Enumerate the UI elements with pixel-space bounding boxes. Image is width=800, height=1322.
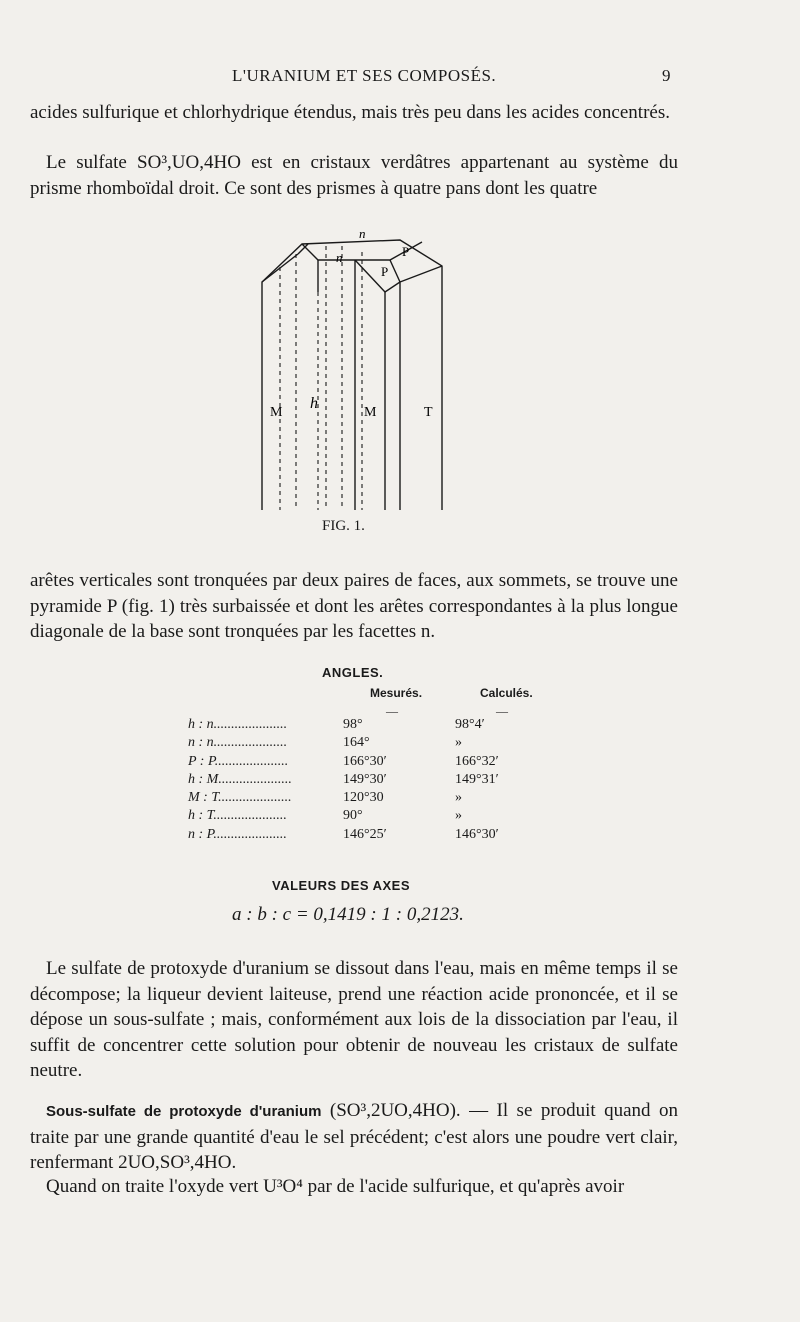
angle-measured: 164° <box>343 735 370 751</box>
label-h-face: h <box>310 395 318 412</box>
angle-measured: 90° <box>343 808 363 824</box>
table-row <box>188 807 545 825</box>
col-calculated-header: Calculés. <box>480 686 533 700</box>
section-heading-sous-sulfate: Sous-sulfate de protoxyde d'uranium <box>46 1103 322 1120</box>
table-row <box>188 716 545 734</box>
paragraph-4: Le sulfate de protoxyde d'uranium se dissout dans l'eau, mais en même temps il se décompose; la liqueur devient laiteuse, prend une réaction acide prononcée, et il se dépose un sous-sulfate ; mais, conformément aux lois de la dissociation par l'eau, il suffit de concentrer cette solution pour obtenir de nouveau les cristaux de sulfate neutre. <box>30 958 678 1081</box>
label-P-small: P <box>402 244 410 259</box>
col-calculated-dash: — <box>496 704 508 718</box>
angles-table <box>188 716 545 844</box>
paragraph-5 <box>30 1098 678 1176</box>
axes-title: VALEURS DES AXES <box>272 878 411 893</box>
figure-caption: FIG. 1. <box>322 518 365 534</box>
paragraph-6: Quand on traite l'oxyde vert U³O⁴ par de l'acide sulfurique, et qu'après avoir <box>46 1176 625 1197</box>
angle-measured: 166°30′ <box>343 753 387 769</box>
angle-label: h : n..................... <box>188 717 288 732</box>
label-M-right: M <box>364 405 377 420</box>
col-measured-dash: — <box>386 704 398 718</box>
angle-calculated: » <box>455 790 462 806</box>
axes-equation: a : b : c = 0,1419 : 1 : 0,2123. <box>232 904 464 925</box>
angle-calculated: 98°4′ <box>455 717 485 732</box>
table-row <box>188 771 545 789</box>
crystal-figure <box>250 222 460 512</box>
angle-calculated: » <box>455 808 462 824</box>
angle-label: h : M..................... <box>188 771 292 787</box>
angle-measured: 120°30 <box>343 790 384 806</box>
angle-calculated: 166°32′ <box>455 753 499 769</box>
table-row <box>188 789 545 807</box>
angle-measured: 149°30′ <box>343 771 387 787</box>
table-row <box>188 753 545 771</box>
angle-label: n : P..................... <box>188 826 287 842</box>
angle-label: M : T..................... <box>188 790 292 806</box>
angle-calculated: » <box>455 735 462 751</box>
angle-calculated: 149°31′ <box>455 771 499 787</box>
angle-label: P : P..................... <box>188 753 289 769</box>
running-header: L'URANIUM ET SES COMPOSÉS. <box>232 66 497 85</box>
label-P-face: P <box>381 264 389 279</box>
label-n-top: n <box>359 226 366 241</box>
col-measured-header: Mesurés. <box>370 686 423 700</box>
table-row <box>188 734 545 752</box>
label-n-face: n <box>336 250 343 265</box>
angles-title: ANGLES. <box>322 665 384 680</box>
paragraph-5-text: (SO³,2UO,4HO). — Il se produit quand on traite par une grande quantité d'eau le sel précédent; c'est alors une poudre vert clair, renfermant 2UO,SO³,4HO. <box>30 1100 678 1173</box>
paragraph-1: acides sulfurique et chlorhydrique étendus, mais très peu dans les acides concentrés. <box>30 102 670 123</box>
angle-measured: 146°25′ <box>343 826 387 842</box>
table-row <box>188 826 545 844</box>
angle-calculated: 146°30′ <box>455 826 499 842</box>
angle-label: n : n..................... <box>188 735 288 751</box>
angle-label: h : T..................... <box>188 808 287 824</box>
paragraph-3: arêtes verticales sont tronquées par deux paires de faces, aux sommets, se trouve une pyramide P (fig. 1) très surbaissée et dont les arêtes correspondantes à la plus longue diagonale de la base sont tronquées par les facettes n. <box>30 570 678 642</box>
paragraph-2: Le sulfate SO³,UO,4HO est en cristaux verdâtres appartenant au système du prisme rhomboïdal droit. Ce sont des prismes à quatre pans dont les quatre <box>30 152 678 199</box>
angle-measured: 98° <box>343 717 363 732</box>
label-M-left: M <box>270 405 283 420</box>
page-number: 9 <box>662 66 671 85</box>
label-T-face: T <box>424 405 433 420</box>
